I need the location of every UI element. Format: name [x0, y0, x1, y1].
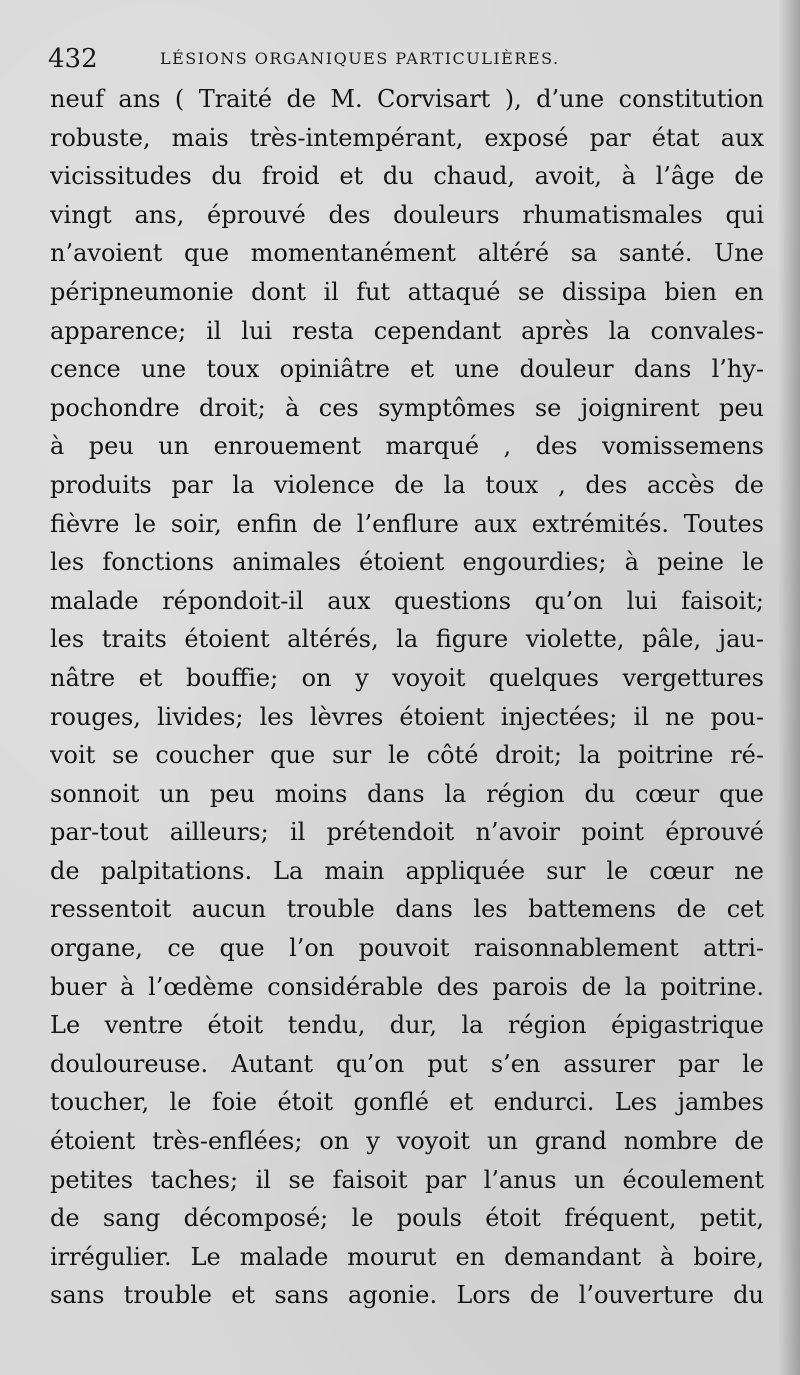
- text-line: toucher, le foie étoit gonflé et endurci. Les jambes: [50, 1088, 764, 1117]
- text-line: fièvre le soir, enfin de l’enflure aux extrémités. Toutes: [50, 509, 764, 538]
- text-line: péripneumonie dont il fut attaqué se dissipa bien en: [50, 277, 764, 306]
- text-line: produits par la violence de la toux , des accès de: [50, 470, 764, 499]
- text-line: voit se coucher que sur le côté droit; la poitrine ré-: [50, 741, 764, 770]
- text-line: n’avoient que momentanément altéré sa santé. Une: [50, 239, 764, 268]
- text-line: vingt ans, éprouvé des douleurs rhumatismales qui: [50, 200, 764, 229]
- text-line: neuf ans ( Traité de M. Corvisart ), d’une constitution: [50, 85, 764, 113]
- text-line: douloureuse. Autant qu’on put s’en assurer par le: [50, 1049, 764, 1078]
- text-line: petites taches; il se faisoit par l’anus un écoulement: [50, 1165, 764, 1194]
- text-line: de palpitations. La main appliquée sur le cœur ne: [50, 856, 764, 885]
- text-line: par-tout ailleurs; il prétendoit n’avoir point éprouvé: [50, 818, 764, 847]
- text-line: ressentoit aucun trouble dans les battemens de cet: [50, 895, 764, 924]
- text-line: les traits étoient altérés, la figure violette, pâle, jau-: [50, 625, 764, 654]
- running-head: LÉSIONS ORGANIQUES PARTICULIÈRES.: [160, 49, 560, 68]
- text-line: buer à l’œdème considérable des parois de la poitrine.: [50, 972, 764, 1001]
- text-line: sans trouble et sans agonie. Lors de l’ouverture du: [50, 1281, 764, 1310]
- text-line: apparence; il lui resta cependant après la convales-: [50, 316, 764, 345]
- text-line: organe, ce que l’on pouvoit raisonnablement attri-: [50, 934, 764, 963]
- text-line: étoient très-enflées; on y voyoit un grand nombre de: [50, 1127, 764, 1156]
- page-number: 432: [48, 44, 98, 74]
- text-line: rouges, livides; les lèvres étoient injectées; il ne pou-: [50, 702, 764, 731]
- text-line: sonnoit un peu moins dans la région du cœur que: [50, 779, 764, 808]
- text-line: nâtre et bouffie; on y voyoit quelques vergettures: [50, 663, 764, 692]
- text-line: malade répondoit-il aux questions qu’on lui faisoit;: [50, 586, 764, 615]
- text-line: à peu un enrouement marqué , des vomissemens: [50, 432, 764, 461]
- text-line: vicissitudes du froid et du chaud, avoit, à l’âge de: [50, 162, 764, 191]
- text-line: les fonctions animales étoient engourdies; à peine le: [50, 548, 764, 577]
- text-line: cence une toux opiniâtre et une douleur dans l’hy-: [50, 355, 764, 384]
- page-header: [48, 44, 760, 84]
- page-edge-shadow: [778, 0, 800, 1375]
- text-line: pochondre droit; à ces symptômes se joignirent peu: [50, 393, 764, 422]
- text-line: robuste, mais très-intempérant, exposé par état aux: [50, 123, 764, 152]
- body-text: [50, 80, 764, 1315]
- text-line: Le ventre étoit tendu, dur, la région épigastrique: [50, 1011, 764, 1040]
- text-line: irrégulier. Le malade mourut en demandant à boire,: [50, 1242, 764, 1271]
- text-line: de sang décomposé; le pouls étoit fréquent, petit,: [50, 1204, 764, 1233]
